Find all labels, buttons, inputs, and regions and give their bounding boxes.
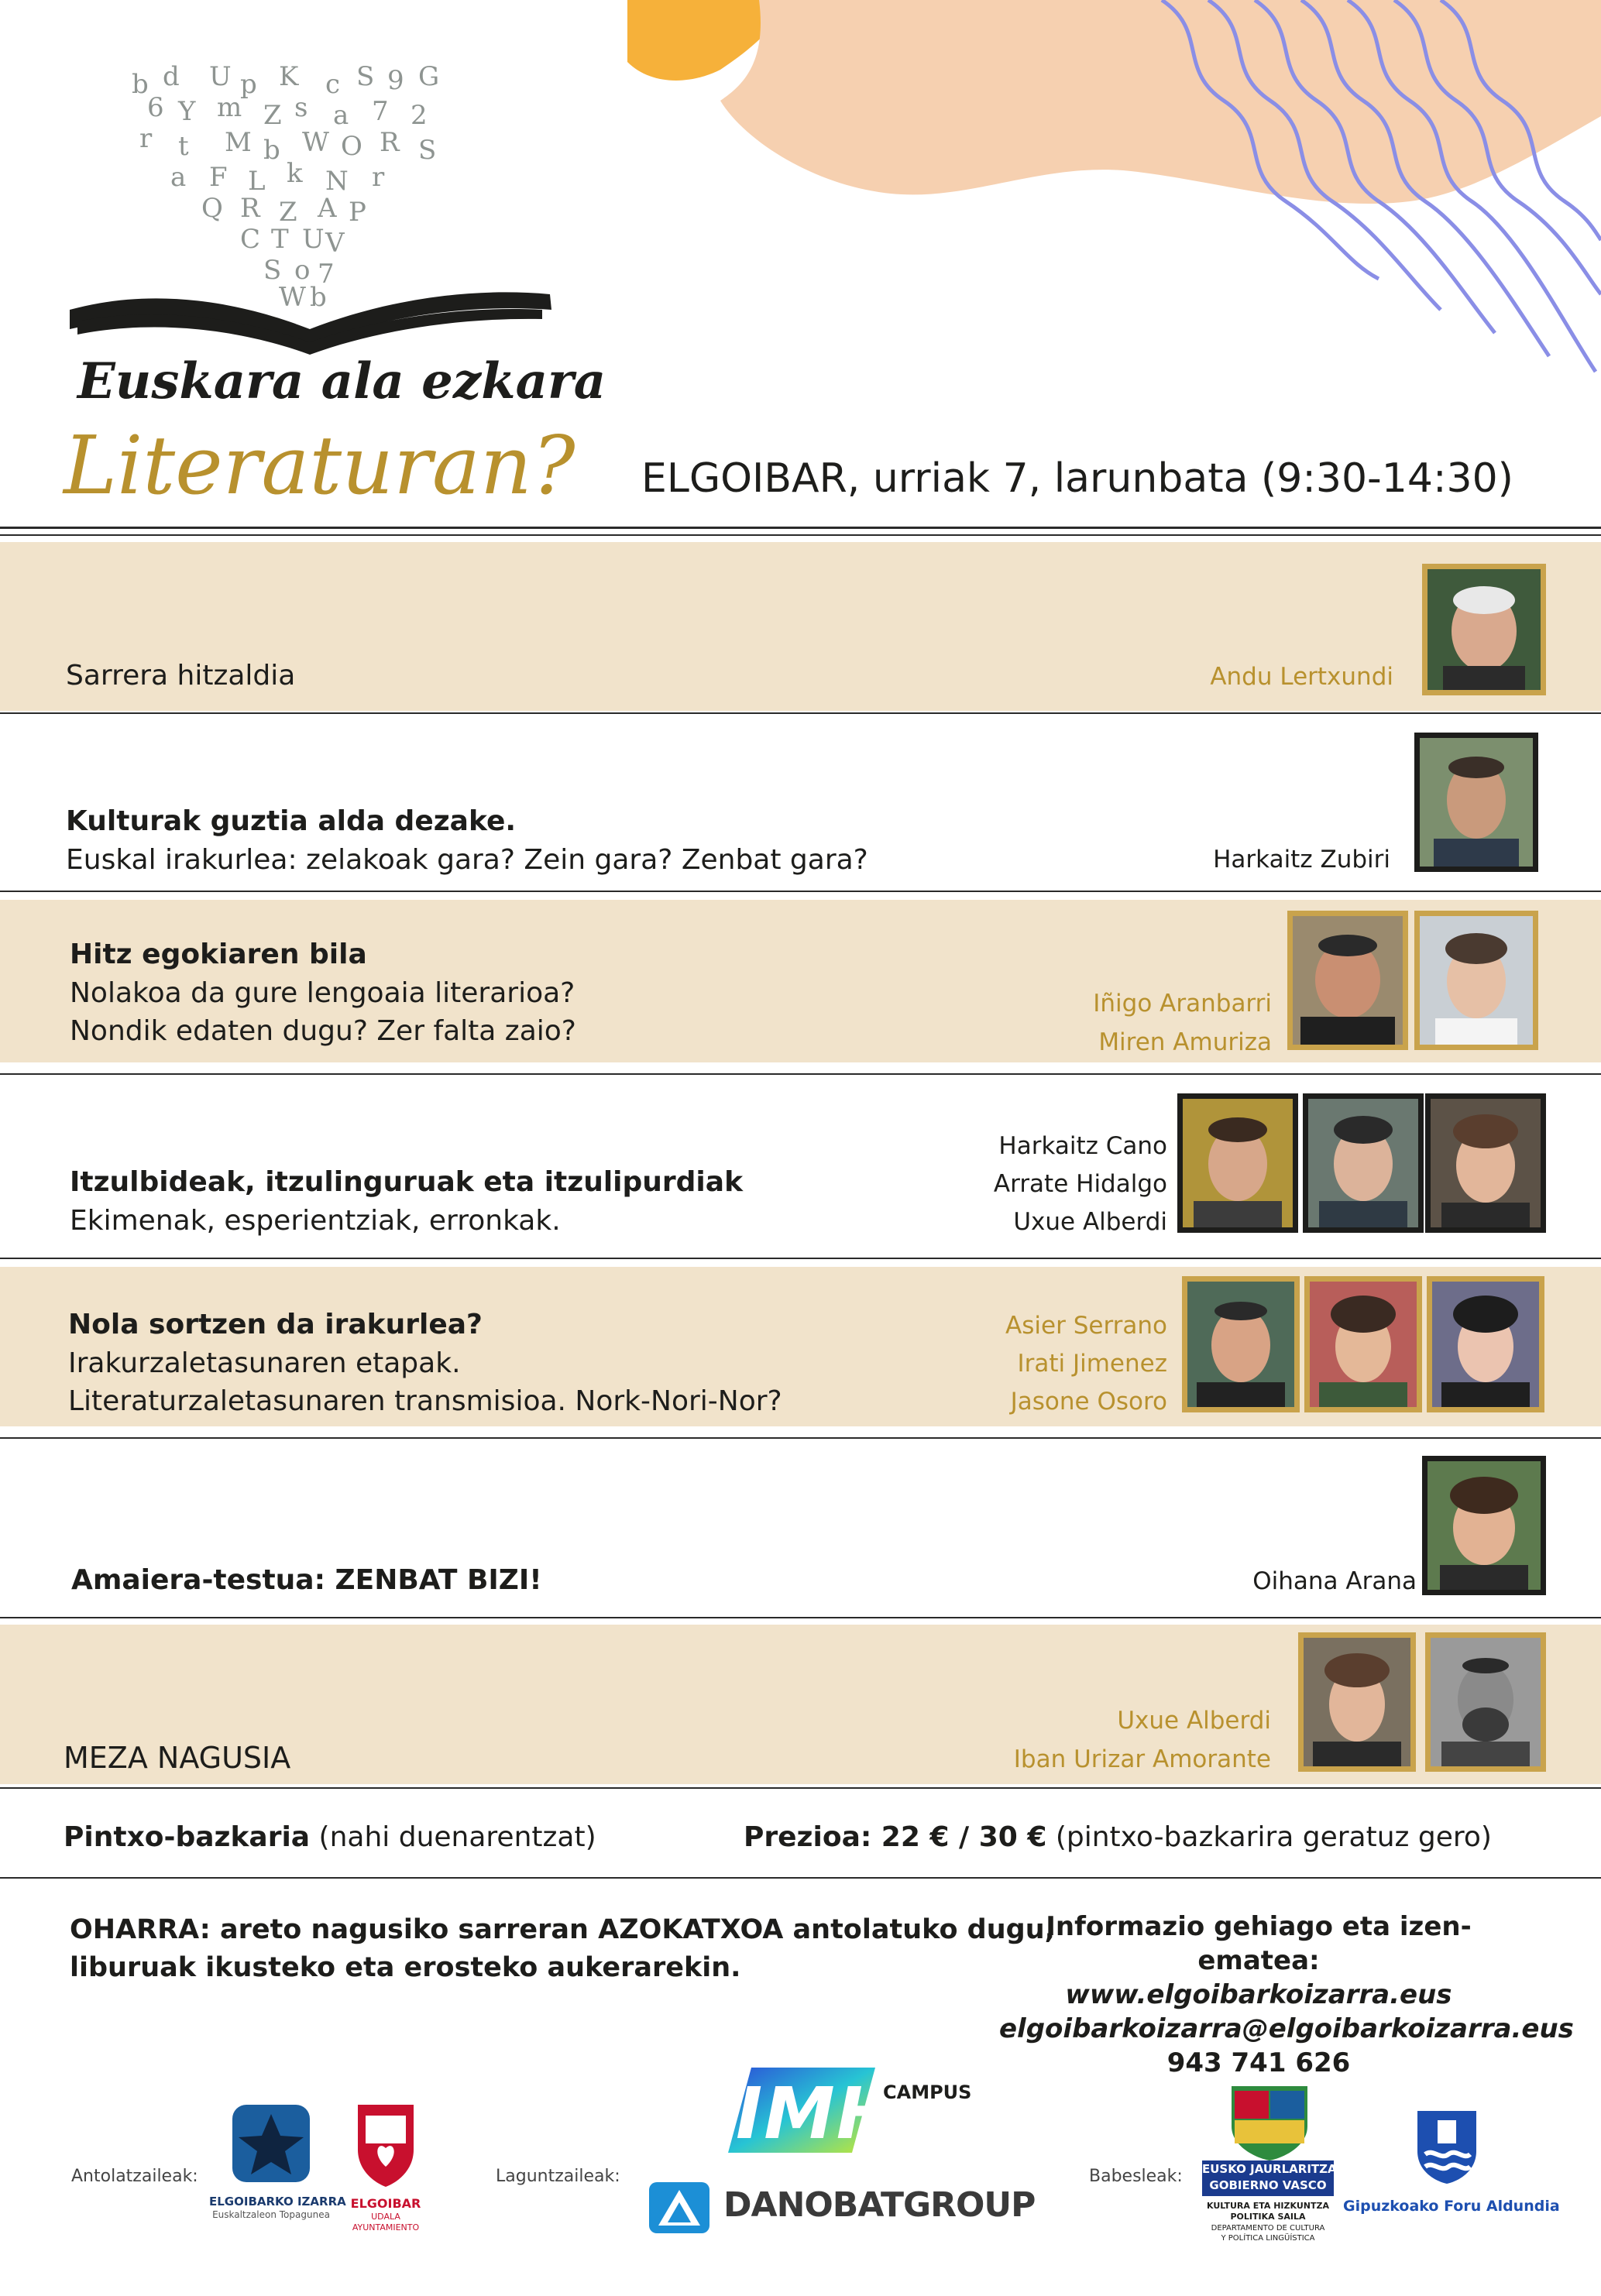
svg-text:R: R <box>380 127 400 158</box>
svg-text:6: 6 <box>147 92 164 123</box>
svg-text:p: p <box>240 69 257 100</box>
speaker-name: Uxue Alberdi <box>1117 1707 1271 1735</box>
svg-text:2: 2 <box>411 100 428 131</box>
divider <box>0 1073 1601 1075</box>
svg-text:s: s <box>294 92 308 123</box>
gipuzkoa-name: Gipuzkoako Foru Aldundia <box>1343 2198 1560 2215</box>
svg-text:a: a <box>333 100 349 131</box>
svg-text:W: W <box>302 127 329 158</box>
svg-text:U: U <box>209 61 232 92</box>
izarra-name: ELGOIBARKO IZARRA <box>209 2195 346 2208</box>
ej-dept: DEPARTAMENTO DE CULTURA <box>1211 2224 1325 2233</box>
divider <box>0 1258 1601 1259</box>
svg-text:m: m <box>217 92 242 123</box>
note-line: liburuak ikusteko eta erosteko aukerarekin. <box>70 1952 741 1983</box>
divider <box>0 1617 1601 1618</box>
divider <box>0 527 1601 529</box>
speaker-name: Miren Amuriza <box>1098 1028 1272 1056</box>
imh-letters: IMH <box>736 2072 898 2155</box>
speaker-photo <box>1414 733 1538 872</box>
svg-text:d: d <box>163 61 180 92</box>
speaker-photo <box>1304 1276 1422 1412</box>
speaker-name: Harkaitz Cano <box>998 1132 1167 1160</box>
ej-dept: Y POLÍTICA LINGÜÍSTICA <box>1221 2234 1315 2243</box>
price-label: Prezioa: 22 € / 30 € <box>744 1821 1047 1853</box>
session-title-5: Nola sortzen da irakurlea? <box>68 1309 483 1340</box>
svg-text:U: U <box>302 224 325 255</box>
svg-text:K: K <box>279 61 299 92</box>
svg-text:F: F <box>209 162 228 193</box>
imh-campus: CAMPUS <box>883 2082 972 2103</box>
supporters-label: Babesleak: <box>1089 2167 1183 2186</box>
lunch-note: (nahi duenarentzat) <box>318 1821 596 1853</box>
session-title-7: MEZA NAGUSIA <box>64 1741 291 1775</box>
danobat-name: DANOBATGROUP <box>723 2185 1036 2225</box>
session-subtitle: Nolakoa da gure lengoaia literarioa? <box>70 977 575 1009</box>
svg-text:G: G <box>418 61 440 92</box>
speaker-photo <box>1298 1632 1416 1772</box>
speaker-name: Arrate Hidalgo <box>993 1170 1167 1198</box>
speaker-photo <box>1414 911 1538 1050</box>
ej-name: GOBIERNO VASCO <box>1209 2178 1327 2192</box>
svg-text:c: c <box>325 69 341 100</box>
note-text <box>70 1911 1055 1987</box>
svg-text:a: a <box>170 162 187 193</box>
shield-icon <box>355 2100 417 2190</box>
session-title-4: Itzulbideak, itzulinguruak eta itzulipurdiak <box>70 1166 744 1198</box>
info-block <box>999 1910 1574 2080</box>
organizers-label: Antolatzaileak: <box>71 2167 198 2186</box>
peach-shape <box>720 0 1601 204</box>
svg-text:Z: Z <box>263 100 282 131</box>
lunch-info <box>64 1821 596 1853</box>
svg-text:7: 7 <box>318 259 335 290</box>
svg-text:S: S <box>356 61 375 92</box>
svg-text:b: b <box>310 282 327 313</box>
svg-text:P: P <box>349 197 366 228</box>
speaker-photo <box>1425 1093 1546 1233</box>
elgoibar-subtitle: UDALA <box>371 2212 400 2222</box>
speaker-name: Uxue Alberdi <box>1013 1208 1167 1236</box>
svg-text:9: 9 <box>387 65 404 96</box>
svg-text:T: T <box>271 224 289 255</box>
izarra-subtitle: Euskaltzaleon Topagunea <box>212 2209 330 2220</box>
svg-text:O: O <box>341 131 362 162</box>
session-subtitle: Nondik edaten dugu? Zer falta zaio? <box>70 1015 576 1047</box>
speaker-name: Oihana Arana <box>1252 1567 1417 1595</box>
ej-dept: POLITIKA SAILA <box>1230 2212 1306 2222</box>
star-icon <box>225 2097 318 2190</box>
session-title-1: Sarrera hitzaldia <box>66 660 296 692</box>
speaker-name: Andu Lertxundi <box>1210 663 1393 691</box>
svg-text:k: k <box>287 158 303 189</box>
ej-dept: KULTURA ETA HIZKUNTZA <box>1207 2201 1329 2211</box>
price-note: (pintxo-bazkarira geratuz gero) <box>1055 1821 1492 1853</box>
gipuzkoa-shield-icon <box>1414 2108 1479 2185</box>
danobat-icon <box>649 2182 709 2233</box>
info-phone: 943 741 626 <box>1166 2047 1351 2078</box>
svg-text:S: S <box>263 255 282 286</box>
svg-text:b: b <box>263 135 280 166</box>
svg-text:r: r <box>139 123 153 154</box>
info-title: Informazio gehiago eta izen-ematea: <box>1046 1911 1472 1976</box>
svg-text:A: A <box>318 193 337 224</box>
session-title-6: Amaiera-testua: ZENBAT BIZI! <box>71 1564 542 1596</box>
svg-text:V: V <box>325 228 345 259</box>
svg-text:S: S <box>418 135 437 166</box>
session-title-2: Kulturak guztia alda dezake. <box>66 805 517 837</box>
speaker-name: Iban Urizar Amorante <box>1013 1745 1271 1773</box>
collaborators-label: Laguntzaileak: <box>496 2167 620 2186</box>
speaker-photo <box>1303 1093 1424 1233</box>
info-website-link[interactable]: www.elgoibarkoizarra.eus <box>1065 1979 1452 2010</box>
svg-text:b: b <box>132 69 149 100</box>
svg-text:L: L <box>248 166 266 197</box>
speaker-name: Jasone Osoro <box>1010 1388 1167 1416</box>
divider <box>0 1877 1601 1879</box>
speaker-photo <box>1425 1632 1546 1772</box>
session-subtitle: Irakurzaletasunaren etapak. <box>68 1347 461 1379</box>
note-line: OHARRA: areto nagusiko sarreran AZOKATXOA antolatuko dugu, <box>70 1914 1055 1945</box>
svg-text:M: M <box>225 127 252 158</box>
divider <box>0 712 1601 714</box>
elgoibar-subtitle: AYUNTAMIENTO <box>352 2222 420 2233</box>
speaker-name: Harkaitz Zubiri <box>1213 846 1390 873</box>
divider <box>0 534 1601 536</box>
speaker-name: Irati Jimenez <box>1017 1350 1167 1378</box>
divider <box>0 1787 1601 1789</box>
divider <box>0 1437 1601 1439</box>
ej-name: EUSKO JAURLARITZA <box>1202 2162 1337 2176</box>
session-subtitle: Literaturzaletasunaren transmisioa. Nork-Nori-Nor? <box>68 1385 782 1417</box>
speaker-photo <box>1427 1276 1544 1412</box>
speaker-photo <box>1182 1276 1300 1412</box>
svg-text:C: C <box>240 224 261 255</box>
svg-text:W: W <box>279 282 306 313</box>
price-info <box>744 1821 1492 1853</box>
event-date-line: ELGOIBAR, urriak 7, larunbata (9:30-14:30) <box>641 455 1513 502</box>
session-subtitle: Ekimenak, esperientziak, erronkak. <box>70 1205 561 1237</box>
lunch-label: Pintxo-bazkaria <box>64 1821 311 1853</box>
svg-text:N: N <box>325 166 349 197</box>
svg-text:r: r <box>372 162 385 193</box>
book-heart-logo <box>62 54 565 364</box>
divider <box>0 891 1601 892</box>
elgoibar-name: ELGOIBAR <box>350 2196 421 2211</box>
svg-text:7: 7 <box>372 96 389 127</box>
svg-text:Y: Y <box>178 96 196 127</box>
speaker-name: Iñigo Aranbarri <box>1093 990 1272 1018</box>
svg-text:R: R <box>240 193 260 224</box>
svg-text:o: o <box>294 255 311 286</box>
info-email-link[interactable]: elgoibarkoizarra@elgoibarkoizarra.eus <box>999 2013 1574 2044</box>
svg-text:t: t <box>178 131 189 162</box>
logo-title-line1: Euskara ala ezkara <box>77 352 606 410</box>
svg-text:Q: Q <box>201 193 223 224</box>
session-title-3: Hitz egokiaren bila <box>70 939 367 970</box>
svg-text:Z: Z <box>279 197 297 228</box>
basque-coat-of-arms-icon <box>1224 2083 1315 2160</box>
session-subtitle: Euskal irakurlea: zelakoak gara? Zein gara? Zenbat gara? <box>66 844 868 876</box>
speaker-name: Asier Serrano <box>1005 1312 1167 1340</box>
speaker-photo <box>1287 911 1408 1050</box>
logo-title-line2: Literaturan? <box>64 418 575 513</box>
speaker-photo <box>1422 564 1546 695</box>
speaker-photo <box>1422 1456 1546 1595</box>
speaker-photo <box>1177 1093 1298 1233</box>
